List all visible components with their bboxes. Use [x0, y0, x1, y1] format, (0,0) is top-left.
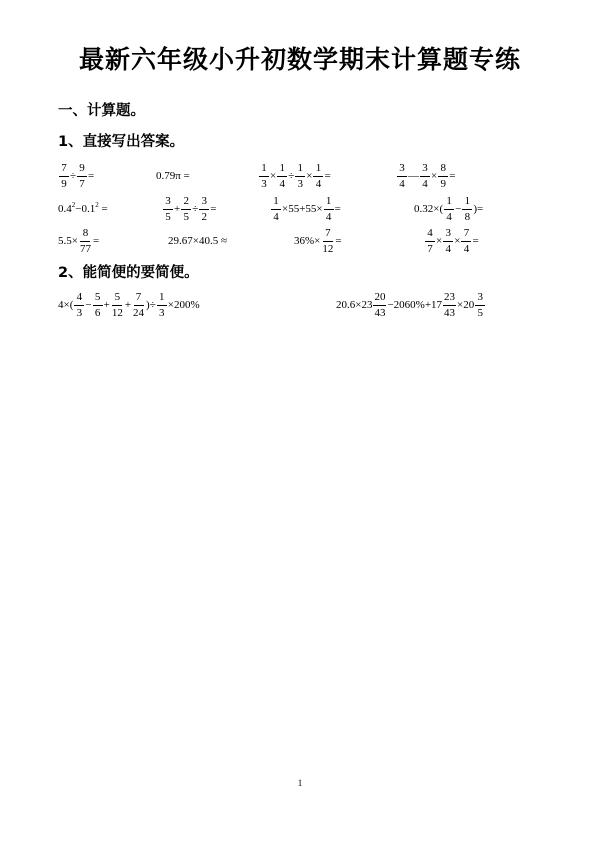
problem-r2-b: $\frac{3}{5}$ + $\frac{2}{5}$ ÷ $\frac{3}{2}$ = — [162, 192, 216, 226]
fraction: $\frac{1}{4}$ — [277, 163, 287, 190]
fraction: $\frac{7}{4}$ — [461, 228, 471, 255]
fraction: $\frac{1}{4}$ — [313, 163, 323, 190]
fraction: $\frac{1}{4}$ — [271, 196, 281, 223]
fraction: $\frac{7}{12}$ — [322, 226, 334, 255]
problem-r3-a: 5.5× $\frac{8}{77}$ = — [58, 226, 100, 255]
problem-r2-d: 0.32×( $\frac{1}{4}$ − $\frac{1}{8}$ )= — [414, 194, 484, 223]
fraction: $\frac{1}{8}$ — [462, 196, 472, 223]
fraction: $\frac{4}{7}$ — [425, 228, 435, 255]
fraction: $\frac{20}{43}$ — [374, 290, 386, 319]
fraction: $\frac{3}{4}$ — [397, 163, 407, 190]
fraction: $\frac{2}{5}$ — [181, 196, 191, 223]
fraction: $\frac{3}{4}$ — [443, 228, 453, 255]
problem-r3-d: $\frac{4}{7}$ × $\frac{3}{4}$ × $\frac{7}{4}$ = — [424, 224, 479, 258]
problem-r2-a: 0.4 2 −0.1 2 = — [58, 201, 108, 215]
problem-r1-c: $\frac{1}{3}$ × $\frac{1}{4}$ ÷ $\frac{1}{3}$ × $\frac{1}{4}$ = — [258, 159, 331, 193]
fraction: $\frac{7}{24}$ — [133, 290, 145, 319]
fraction: $\frac{3}{2}$ — [199, 196, 209, 223]
problem-r1-d: $\frac{3}{4}$ — $\frac{3}{4}$ × $\frac{8}{9}$ = — [396, 159, 455, 193]
fraction: $\frac{3}{4}$ — [420, 163, 430, 190]
fraction: $\frac{5}{6}$ — [93, 292, 103, 319]
fraction: $\frac{1}{3}$ — [295, 163, 305, 190]
fraction: $\frac{7}{9}$ — [59, 163, 69, 190]
fraction: $\frac{3}{5}$ — [475, 292, 485, 319]
fraction: $\frac{1}{3}$ — [157, 292, 167, 319]
fraction: $\frac{5}{12}$ — [111, 290, 123, 319]
section-heading: 一、计算题。 — [58, 103, 145, 119]
problem-r2-c: $\frac{1}{4}$ ×55+55× $\frac{1}{4}$ = — [270, 192, 341, 226]
fraction: $\frac{4}{3}$ — [74, 292, 84, 319]
subsection-heading-direct-answers: 1、直接写出答案。 — [58, 134, 185, 150]
fraction: $\frac{1}{3}$ — [259, 163, 269, 190]
page-number: 1 — [297, 778, 303, 788]
fraction: $\frac{1}{4}$ — [324, 196, 334, 223]
page-title: 最新六年级小升初数学期末计算题专练 — [78, 45, 521, 74]
subsection-heading-simplify: 2、能简便的要简便。 — [58, 265, 199, 281]
fraction: $\frac{3}{5}$ — [163, 196, 173, 223]
fraction: $\frac{23}{43}$ — [444, 290, 456, 319]
fraction: $\frac{9}{7}$ — [77, 163, 87, 190]
problem-r4-a: 4×( $\frac{4}{3}$ − $\frac{5}{6}$ + $\frac{5}{12}$ + $\frac{7}{24}$ )÷ $\frac{1}{3}$ ×200% — [58, 290, 200, 319]
problem-r1-b: 0.79π = — [156, 170, 190, 182]
problem-r3-c: 36%× $\frac{7}{12}$ = — [294, 226, 342, 255]
problem-r3-b: 29.67×40.5 ≈ — [168, 235, 227, 247]
fraction: $\frac{1}{4}$ — [444, 196, 454, 223]
fraction: $\frac{8}{9}$ — [438, 163, 448, 190]
fraction: $\frac{8}{77}$ — [79, 226, 91, 255]
problem-r4-b: 20.6×23 $\frac{20}{43}$ −2060%+17 $\frac{23}{43}$ ×20 $\frac{3}{5}$ — [336, 288, 486, 322]
problem-r1-a: $\frac{7}{9}$ ÷ $\frac{9}{7}$ = — [58, 159, 94, 193]
